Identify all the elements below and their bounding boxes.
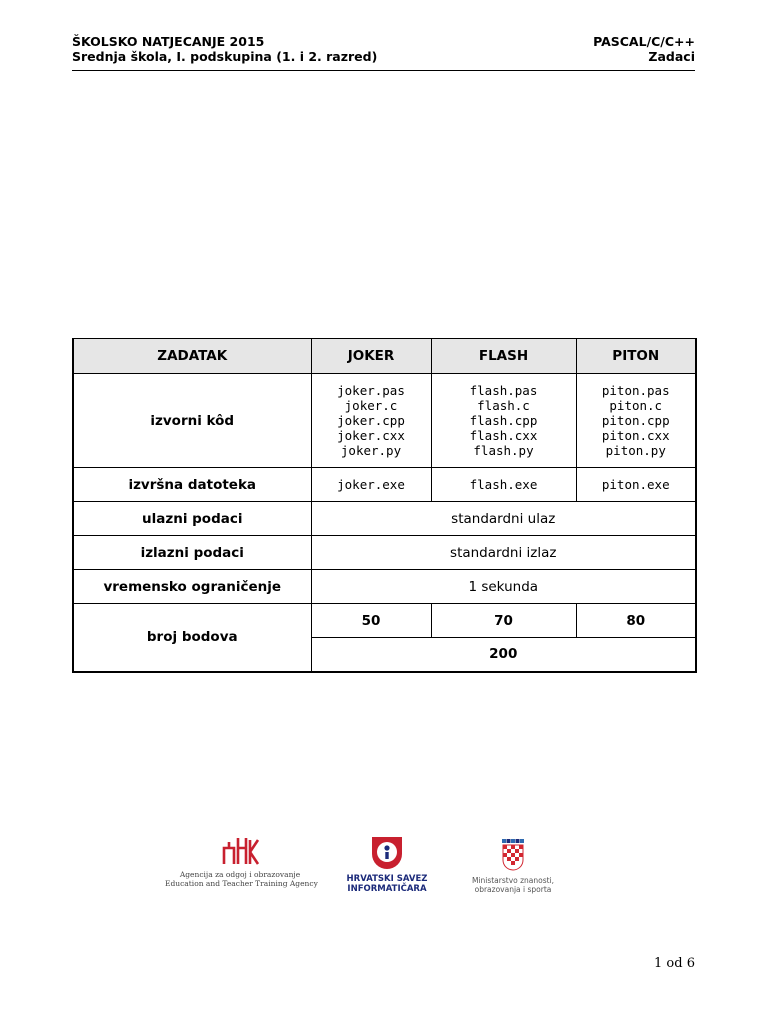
competition-group: Srednja škola, I. podskupina (1. i 2. razred) xyxy=(72,49,378,64)
flash-pas: flash.pas xyxy=(469,383,538,398)
piton-points: 80 xyxy=(576,604,696,638)
joker-points: 50 xyxy=(311,604,431,638)
joker-cpp: joker.cpp xyxy=(337,413,405,428)
header-flash: FLASH xyxy=(431,339,576,374)
points-label: broj bodova xyxy=(73,604,311,672)
section-label: Zadaci xyxy=(648,49,695,64)
exe-label: izvršna datoteka xyxy=(73,468,311,502)
piton-cpp: piton.cpp xyxy=(601,413,670,428)
time-limit-label: vremensko ograničenje xyxy=(73,570,311,604)
azoo-emblem-icon xyxy=(220,834,260,866)
azoo-name-hr: Agencija za odgoj i obrazovanje xyxy=(179,870,301,879)
table-row-time-limit xyxy=(73,570,696,604)
piton-py: piton.py xyxy=(605,443,666,458)
piton-exe: piton.exe xyxy=(576,468,696,502)
header-zadatak: ZADATAK xyxy=(73,339,311,374)
input-label: ulazni podaci xyxy=(73,502,311,536)
hsi-name-line1: HRVATSKI SAVEZ xyxy=(346,874,428,884)
header-divider xyxy=(72,70,695,71)
azoo-logo xyxy=(165,834,318,888)
hsi-emblem-icon xyxy=(369,834,405,870)
ministry-logo xyxy=(465,838,561,894)
joker-exe: joker.exe xyxy=(311,468,431,502)
header-piton: PITON xyxy=(576,339,696,374)
piton-c: piton.c xyxy=(609,398,663,413)
input-value: standardni ulaz xyxy=(311,502,696,536)
table-row-points xyxy=(73,604,696,638)
flash-points: 70 xyxy=(431,604,576,638)
ministry-name-line2: obrazovanja i sporta xyxy=(474,885,552,894)
page-header xyxy=(72,34,695,64)
table-row-output xyxy=(73,536,696,570)
table-header-row xyxy=(73,339,696,374)
joker-c: joker.c xyxy=(344,398,398,413)
flash-py: flash.py xyxy=(473,443,534,458)
flash-c: flash.c xyxy=(477,398,530,413)
flash-cpp: flash.cpp xyxy=(469,413,538,428)
page-number: 1 od 6 xyxy=(654,956,695,971)
points-total: 200 xyxy=(311,638,696,672)
output-label: izlazni podaci xyxy=(73,536,311,570)
croatian-coat-of-arms-icon xyxy=(501,838,525,872)
table-row-executable xyxy=(73,468,696,502)
hsi-logo xyxy=(335,834,439,894)
flash-exe: flash.exe xyxy=(431,468,576,502)
competition-title: ŠKOLSKO NATJECANJE 2015 xyxy=(72,34,265,49)
source-label: izvorni kôd xyxy=(73,374,311,468)
joker-pas: joker.pas xyxy=(337,383,405,398)
languages-label: PASCAL/C/C++ xyxy=(593,34,695,49)
time-limit-value: 1 sekunda xyxy=(311,570,696,604)
flash-cxx: flash.cxx xyxy=(469,428,538,443)
task-overview-table xyxy=(72,338,697,673)
piton-pas: piton.pas xyxy=(601,383,670,398)
joker-source-files xyxy=(311,374,431,468)
piton-source-files xyxy=(576,374,696,468)
sponsor-logos xyxy=(165,834,565,904)
piton-cxx: piton.cxx xyxy=(601,428,670,443)
azoo-name-en: Education and Teacher Training Agency xyxy=(165,879,318,888)
hsi-name-line2: INFORMATIČARA xyxy=(347,884,427,894)
table-row-input xyxy=(73,502,696,536)
header-joker: JOKER xyxy=(311,339,431,374)
joker-py: joker.py xyxy=(340,443,402,458)
flash-source-files xyxy=(431,374,576,468)
table-row-source xyxy=(73,374,696,468)
joker-cxx: joker.cxx xyxy=(337,428,405,443)
output-value: standardni izlaz xyxy=(311,536,696,570)
ministry-name-line1: Ministarstvo znanosti, xyxy=(471,876,555,885)
